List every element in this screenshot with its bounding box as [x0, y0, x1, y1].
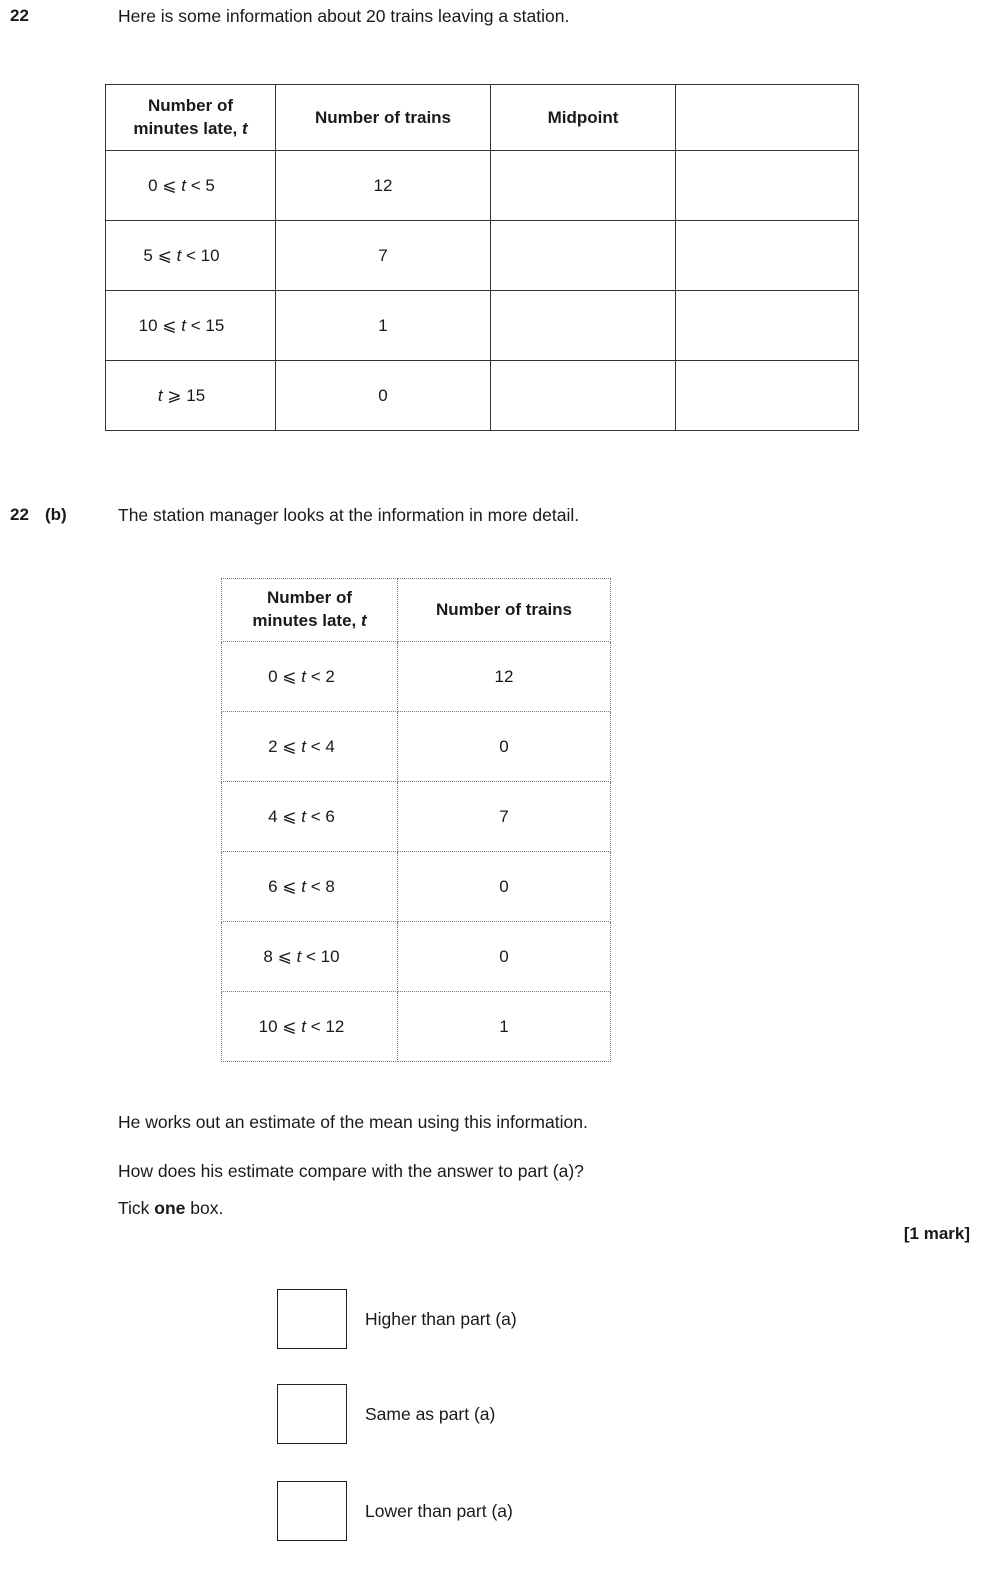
table-a-range-3 [106, 291, 276, 361]
range-var: t [301, 876, 307, 896]
range-post: < 15 [186, 315, 225, 335]
range-pre: 5 ⩽ [143, 245, 177, 265]
table-b-header-interval [222, 579, 398, 642]
table-row [106, 151, 859, 221]
table-a-blank-4[interactable] [676, 361, 859, 431]
table-b-header-line1: Number of [267, 588, 352, 608]
table-row [222, 642, 611, 712]
tick-post: box. [185, 1198, 224, 1218]
table-a-blank-1[interactable] [676, 151, 859, 221]
range-post: < 4 [306, 736, 335, 756]
table-b-header-line2: minutes late, [252, 611, 361, 630]
range-var: t [176, 245, 182, 265]
tick-pre: Tick [118, 1198, 155, 1218]
table-a-header-line1: Number of [148, 95, 233, 115]
statement-works-out-mean: He works out an estimate of the mean using this information. [118, 1112, 588, 1132]
table-a-header-var: t [241, 118, 248, 138]
range-var: t [301, 806, 307, 826]
table-b-header-row [222, 579, 611, 642]
option-row-higher[interactable] [277, 1289, 517, 1349]
table-b-trains-1: 12 [398, 642, 611, 712]
table-row [222, 712, 611, 782]
table-b-range-6 [222, 992, 398, 1062]
table-a-header-row [106, 85, 859, 151]
option-label-higher: Higher than part (a) [365, 1308, 517, 1329]
table-a-header-blank [676, 85, 859, 151]
table-a-range-1 [106, 151, 276, 221]
range-pre: 0 ⩽ [268, 666, 302, 686]
table-b-header-var: t [360, 611, 367, 630]
table-a-midpoint-2[interactable] [491, 221, 676, 291]
table-b-trains-5: 0 [398, 922, 611, 992]
tick-bold: one [154, 1198, 186, 1218]
question-22b-part: (b) [45, 505, 67, 524]
question-compare-estimate: How does his estimate compare with the answer to part (a)? [118, 1161, 584, 1181]
table-b-trains-3: 7 [398, 782, 611, 852]
table-b-range-1 [222, 642, 398, 712]
range-pre: 8 ⩽ [263, 946, 297, 966]
range-var: t [296, 946, 302, 966]
table-row [106, 291, 859, 361]
table-b-trains-4: 0 [398, 852, 611, 922]
range-var: t [181, 175, 187, 195]
table-row [222, 852, 611, 922]
table-a-range-4 [106, 361, 276, 431]
range-var: t [157, 385, 163, 405]
range-post: < 8 [306, 876, 335, 896]
table-a-trains-4: 0 [276, 361, 491, 431]
option-label-lower: Lower than part (a) [365, 1500, 513, 1521]
question-22b-number: 22 [10, 505, 29, 524]
range-post: < 6 [306, 806, 335, 826]
question-22-number: 22 [10, 6, 29, 25]
table-row [106, 221, 859, 291]
frequency-table-a [105, 84, 859, 431]
table-a-trains-3: 1 [276, 291, 491, 361]
table-b-range-4 [222, 852, 398, 922]
table-row [222, 992, 611, 1062]
range-pre: 4 ⩽ [268, 806, 302, 826]
range-post: < 2 [306, 666, 335, 686]
range-pre: 10 ⩽ [258, 1016, 302, 1036]
table-a-trains-2: 7 [276, 221, 491, 291]
question-22b-text: The station manager looks at the information in more detail. [118, 505, 580, 525]
table-a-midpoint-3[interactable] [491, 291, 676, 361]
table-a-midpoint-1[interactable] [491, 151, 676, 221]
range-pre: 10 ⩽ [138, 315, 182, 335]
table-row [106, 361, 859, 431]
range-var: t [181, 315, 187, 335]
option-label-same: Same as part (a) [365, 1403, 496, 1424]
range-pre: 0 ⩽ [148, 175, 182, 195]
range-post: < 10 [301, 946, 340, 966]
range-post: ⩾ 15 [162, 385, 206, 405]
range-var: t [301, 736, 307, 756]
table-b-trains-6: 1 [398, 992, 611, 1062]
table-a-trains-1: 12 [276, 151, 491, 221]
table-b-header-trains: Number of trains [398, 579, 611, 642]
table-a-blank-3[interactable] [676, 291, 859, 361]
checkbox-lower[interactable] [277, 1481, 347, 1541]
question-22-text: Here is some information about 20 trains leaving a station. [118, 6, 570, 26]
table-row [222, 782, 611, 852]
frequency-table-b [221, 578, 611, 1062]
range-post: < 12 [306, 1016, 345, 1036]
table-a-header-trains: Number of trains [276, 85, 491, 151]
table-a-blank-2[interactable] [676, 221, 859, 291]
checkbox-same[interactable] [277, 1384, 347, 1444]
range-var: t [301, 666, 307, 686]
table-b-range-5 [222, 922, 398, 992]
table-b-range-2 [222, 712, 398, 782]
table-a-range-2 [106, 221, 276, 291]
table-b-trains-2: 0 [398, 712, 611, 782]
table-a-header-interval [106, 85, 276, 151]
range-post: < 10 [181, 245, 220, 265]
marks-allocation: [1 mark] [903, 1224, 970, 1243]
table-a-header-midpoint: Midpoint [491, 85, 676, 151]
instruction-tick-one-box [118, 1198, 223, 1219]
range-pre: 6 ⩽ [268, 876, 302, 896]
checkbox-higher[interactable] [277, 1289, 347, 1349]
option-row-lower[interactable] [277, 1481, 513, 1541]
option-row-same[interactable] [277, 1384, 495, 1444]
table-a-midpoint-4[interactable] [491, 361, 676, 431]
range-pre: 2 ⩽ [268, 736, 302, 756]
table-a-header-line2: minutes late, [133, 118, 242, 138]
range-post: < 5 [186, 175, 215, 195]
table-row [222, 922, 611, 992]
range-var: t [301, 1016, 307, 1036]
table-b-range-3 [222, 782, 398, 852]
